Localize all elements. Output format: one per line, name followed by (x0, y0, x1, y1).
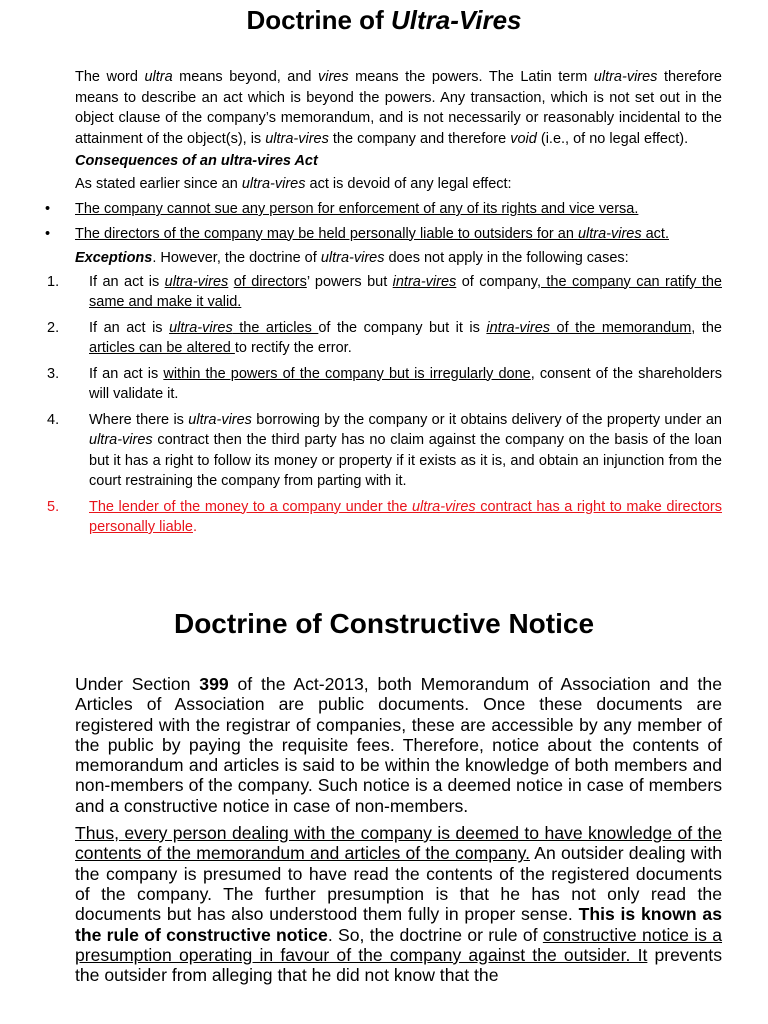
text-run: If an act is (89, 273, 165, 290)
text-run: articles can be altered (89, 340, 235, 356)
exception-item-4 (47, 410, 722, 492)
consequences-lead (75, 174, 722, 195)
text-run: ’ powers but (306, 273, 393, 290)
bullet-mark: • (45, 201, 51, 217)
exception-item-5 (47, 497, 722, 538)
text-run: means the powers. The Latin term (348, 69, 594, 85)
text-run: borrowing by the company or it obtains delivery of the property under an (251, 411, 722, 428)
text-run: therefore means to describe an act which is beyond the powers. Any transaction, which is not set out in the object clause of the company’s memorandum, and is not necessarily or reasonably incidental to the attainment of the object(s), is (75, 69, 722, 147)
item-number: 2. (47, 319, 60, 336)
text-run: of the memorandum (550, 319, 692, 336)
text-run: If an act is (89, 365, 164, 382)
text-run: to rectify the error. (234, 340, 352, 356)
text-run: contract then the third party has no claim against the company on the basis of the loan but it has a right to follow its money or property if it exists as it is, and obtain an injunction from the court restraining the company from parting with it. (89, 432, 722, 489)
heading-prefix: Doctrine of (246, 5, 391, 35)
text-run: act. (641, 225, 669, 242)
text-run: ultra (144, 69, 173, 85)
text-run: , consent of the shareholders will validate it. (89, 365, 722, 402)
text-run: the company and therefore (328, 130, 511, 147)
text-run: act is devoid of any legal effect: (305, 175, 512, 192)
bullet-item (45, 224, 722, 245)
text-run: contract has a right to make directors personally liable (89, 498, 722, 535)
text-run: ultra-vires (188, 411, 252, 428)
text-run: ultra-vires (169, 319, 233, 336)
text-run: within the powers of the company but is irregularly done (163, 365, 531, 382)
exception-item-1 (47, 272, 722, 313)
text-run: Thus, every person dealing with the company is deemed to have knowledge of the contents of the memorandum and articles of the company. (75, 823, 722, 864)
text-run: ultra-vires (89, 432, 153, 448)
item-number: 5. (47, 498, 60, 515)
text-run: The company cannot sue any person for enforcement of any of its rights and vice versa. (75, 201, 639, 217)
text-run: ultra-vires (411, 498, 476, 515)
text-run: the articles (232, 319, 319, 336)
item-number: 1. (47, 273, 60, 290)
exception-item-3 (47, 364, 722, 405)
exception-item-2 (47, 318, 722, 359)
text-run: (i.e., of no legal effect). (536, 130, 689, 147)
text-run: prevents the outsider from alleging that he did not know that the (75, 944, 722, 986)
text-run: ultra-vires (593, 69, 658, 85)
text-run: This is known as the rule of constructive notice (75, 904, 722, 945)
text-run: . However, the doctrine of (152, 250, 321, 266)
text-run: intra-vires (486, 319, 551, 336)
heading-italic-term: Ultra-Vires (390, 5, 522, 35)
heading-constructive-notice: Doctrine of Constructive Notice (173, 608, 595, 639)
bullet-item (45, 199, 722, 220)
text-run: intra-vires (392, 273, 457, 290)
text-run: ultra-vires (265, 130, 329, 147)
text-run: The directors of the company may be held personally liable to outsiders for an (75, 225, 578, 242)
exceptions-lead (75, 248, 722, 269)
text-run: ultra-vires (241, 175, 306, 192)
text-run: ultra-vires (164, 273, 229, 290)
text-run: . So, the doctrine or rule of (327, 924, 543, 945)
text-run: means beyond, and (172, 69, 318, 85)
text-run: does not apply in the following cases: (384, 250, 629, 266)
text-run: As stated earlier since an (75, 175, 242, 192)
text-run: ultra-vires (577, 225, 642, 242)
text-run: The word (75, 69, 145, 85)
constructive-notice-section (75, 674, 722, 992)
item-number: 4. (47, 411, 60, 428)
consequences-heading: Consequences of an ultra-vires Act (75, 153, 318, 169)
text-run: , the company can ratify the same and make it valid. (89, 273, 722, 310)
intro-paragraph (75, 67, 722, 149)
text-run: ultra-vires (320, 250, 385, 266)
bullet-mark: • (45, 225, 51, 242)
ultra-vires-section (45, 67, 722, 543)
text-run: Where there is (89, 411, 189, 428)
text-run: An outsider dealing with the company is presumed to have read the contents of the registered documents of the company. The further presumption is that he has not only read the documents but has also understood them fully in proper sense. (75, 843, 722, 925)
text-run: The lender of the money to a company under the (89, 498, 412, 515)
text-run: Under Section (75, 674, 200, 694)
text-run: void (510, 130, 537, 147)
item-number: 3. (47, 365, 60, 382)
constructive-notice-paragraph-2 (75, 823, 722, 985)
text-run: of directors (233, 273, 307, 290)
text-run: constructive notice is a presumption operating in favour of the company against the outsider. It (75, 924, 723, 965)
text-run: of the company but it is (318, 319, 487, 336)
text-run: of the Act-2013, both Memorandum of Association and the Articles of Association are public documents. Once these documents are registered with the registrar of companies, these are accessible by any member of the public by paying the requisite fees. Therefore, notice about the contents of memorandum and articles is said to be within the knowledge of both members and non-members of the company. Such notice is a deemed notice in case of members and a constructive notice in case of non-members. (75, 674, 722, 816)
constructive-notice-paragraph-1 (75, 674, 722, 816)
text-run: of company (456, 273, 537, 290)
text-run: , the (691, 319, 722, 336)
heading-ultra-vires (0, 4, 768, 36)
text-run: If an act is (89, 319, 170, 336)
section-number: 399 (199, 674, 229, 694)
exceptions-label: Exceptions (75, 250, 153, 266)
text-run: vires (318, 69, 349, 85)
text-run: . (192, 519, 198, 535)
